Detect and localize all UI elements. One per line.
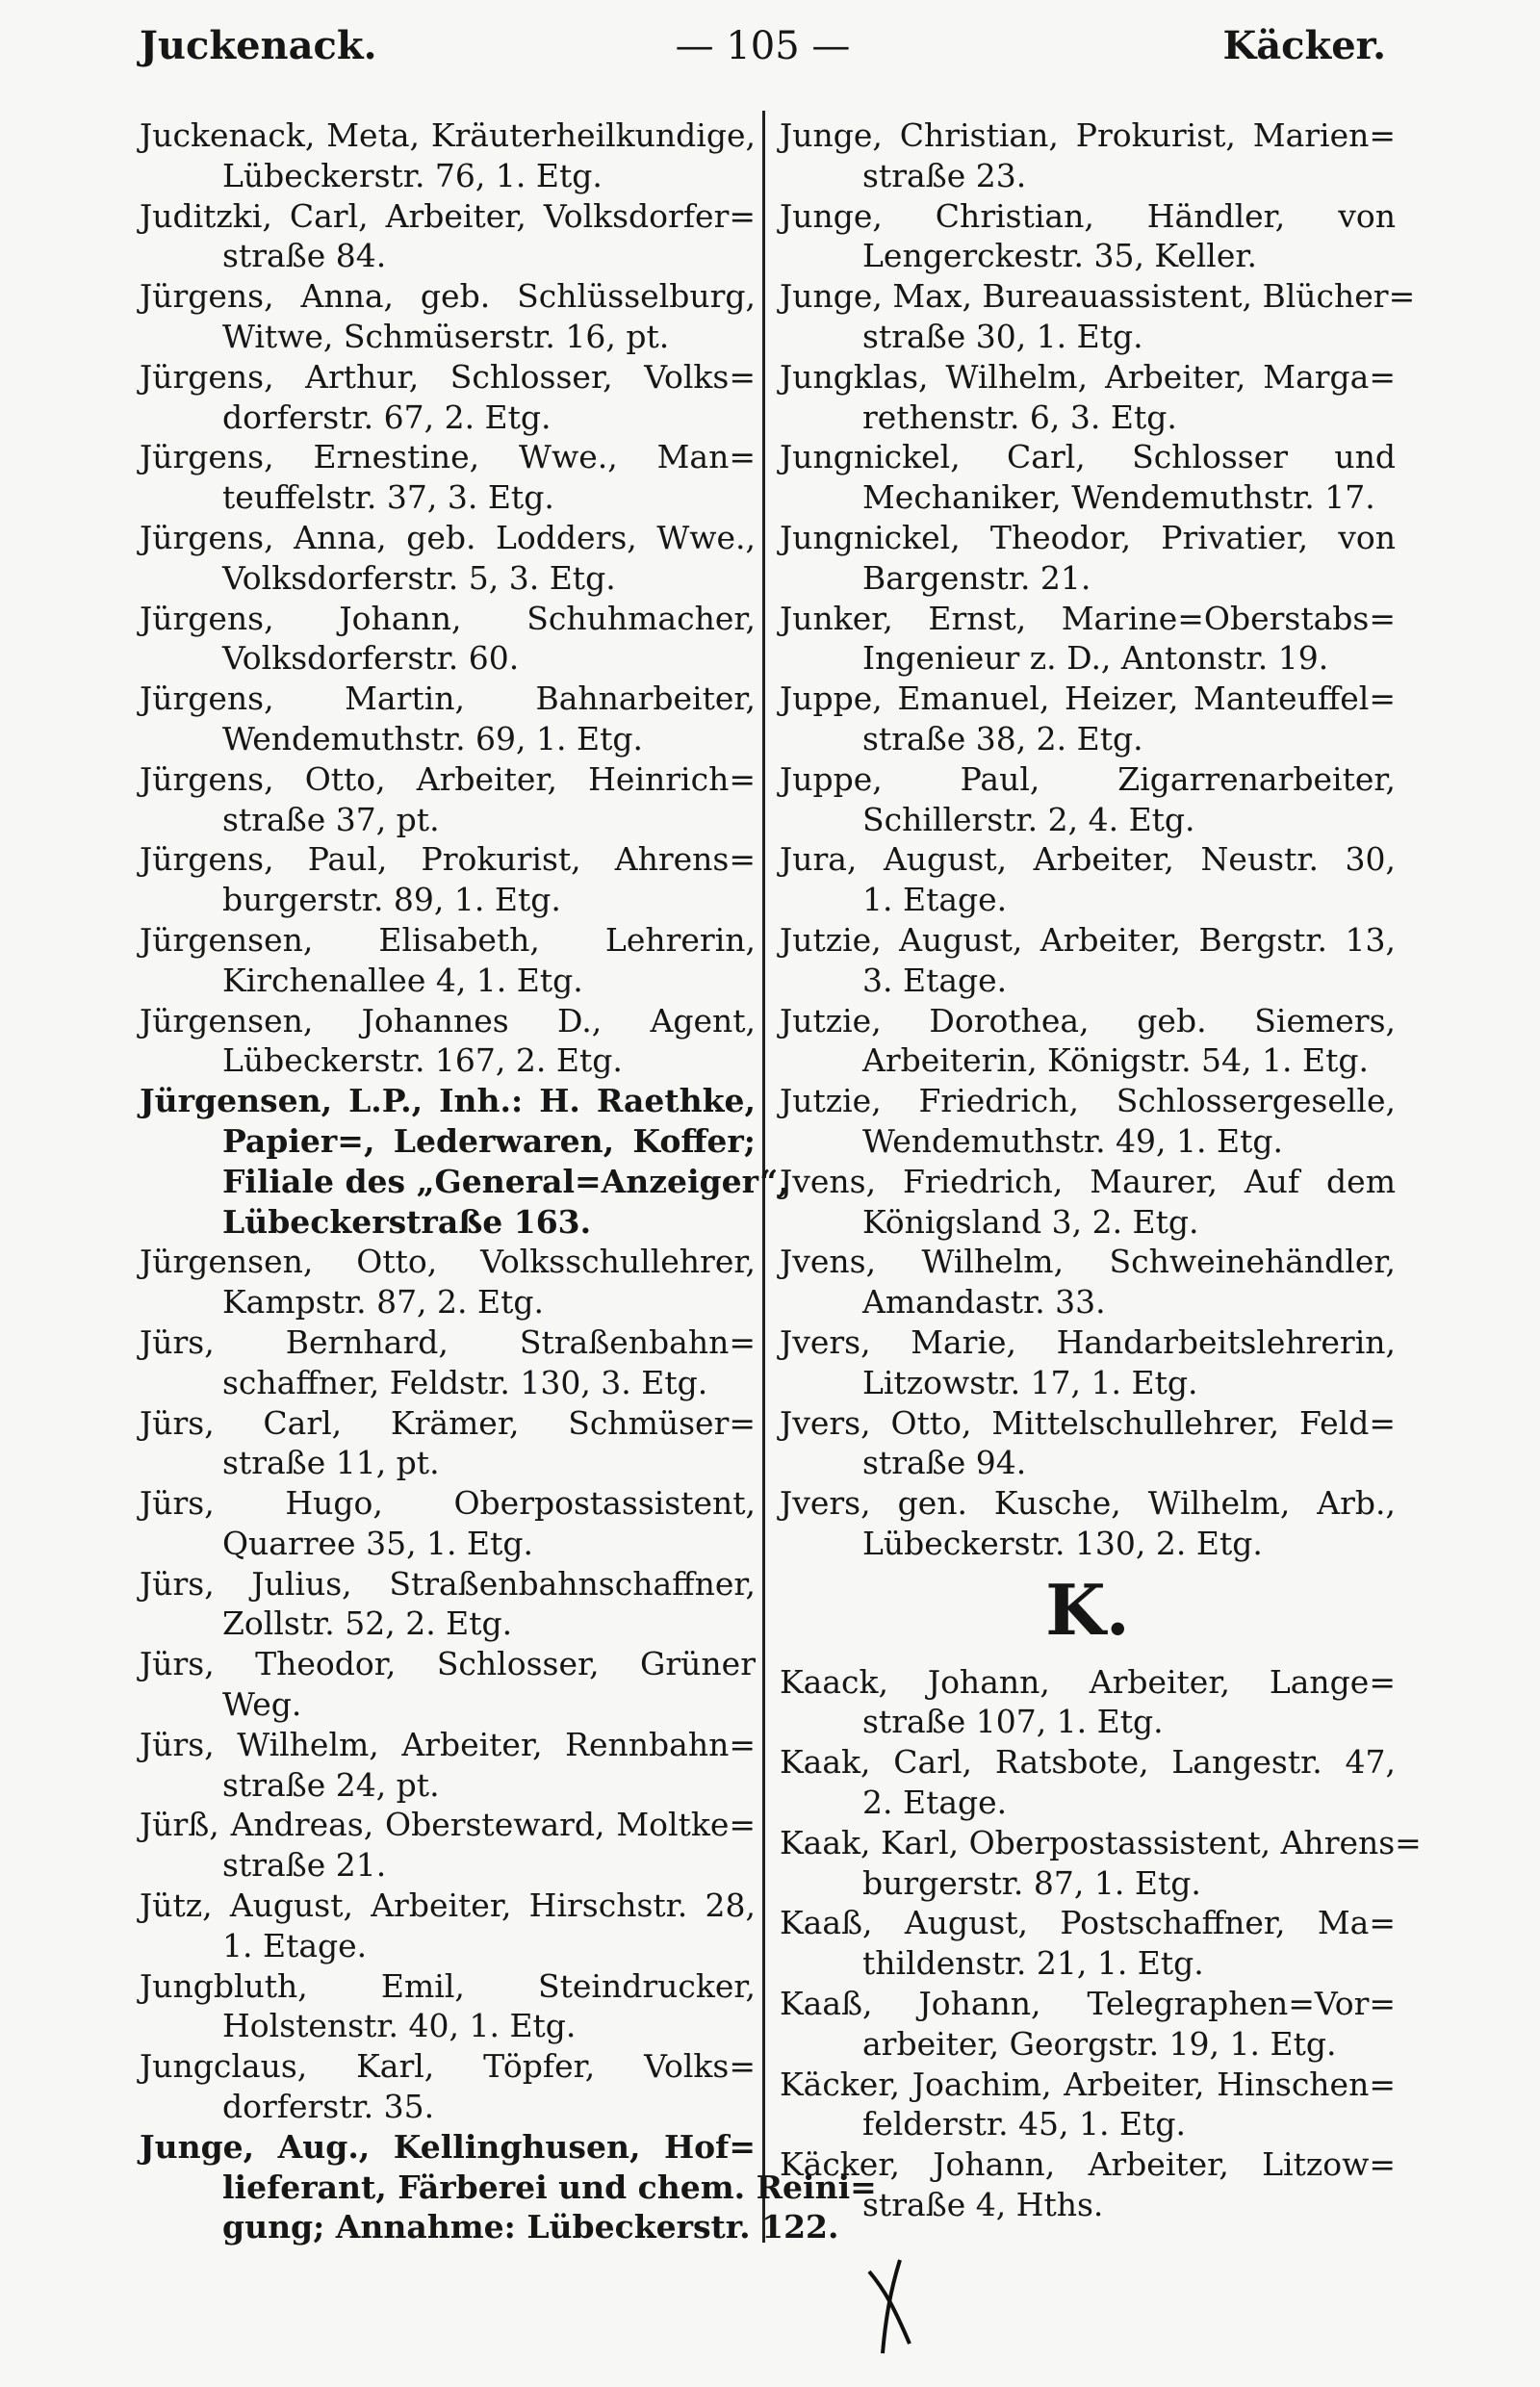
- entry-continuation: Lübeckerstr. 167, 2. Etg.: [222, 1041, 623, 1080]
- entry-continuation: straße 38, 2. Etg.: [862, 719, 1143, 757]
- entry-continuation: burgerstr. 89, 1. Etg.: [222, 881, 561, 919]
- section-letter-heading: K.: [1045, 1568, 1130, 1651]
- entry-line: Kaack, Johann, Arbeiter, Lange=: [780, 1662, 1396, 1701]
- entry-line: Jürs, Carl, Krämer, Schmüser=: [140, 1403, 756, 1442]
- entry-continuation: straße 23.: [862, 156, 1027, 194]
- directory-entry: [140, 437, 756, 518]
- entry-line: Jvers, Marie, Handarbeitslehrerin,: [780, 1322, 1396, 1361]
- entry-continuation: thildenstr. 21, 1. Etg.: [862, 1944, 1204, 1983]
- directory-entry-advertisement: [140, 1081, 789, 1242]
- entry-continuation: burgerstr. 87, 1. Etg.: [862, 1863, 1201, 1902]
- directory-entry: [780, 920, 1396, 1001]
- entry-line: Kaak, Karl, Oberpostassistent, Ahrens=: [780, 1823, 1422, 1861]
- entry-line: Jürs, Julius, Straßenbahnschaffner,: [140, 1564, 756, 1603]
- entry-continuation: Holstenstr. 40, 1. Etg.: [222, 2007, 577, 2045]
- entry-continuation: straße 37, pt.: [222, 800, 440, 838]
- directory-entry: [780, 2144, 1396, 2225]
- entry-line: Jürgens, Anna, geb. Schlüsselburg,: [140, 277, 756, 316]
- directory-entry: [780, 196, 1396, 277]
- header-right-keyword: Käcker.: [1222, 23, 1386, 68]
- entry-continuation: Lengerckestr. 35, Keller.: [862, 237, 1258, 275]
- entry-line: Junge, Christian, Händler, von: [780, 196, 1396, 235]
- page-number: — 105 —: [675, 24, 851, 68]
- entry-continuation: straße 24, pt.: [222, 1765, 440, 1804]
- entry-line: Kaak, Carl, Ratsbote, Langestr. 47,: [780, 1743, 1396, 1782]
- left-column: [140, 116, 877, 2247]
- entry-line: Junge, Aug., Kellinghusen, Hof=: [140, 2127, 756, 2166]
- entry-line: Jutzie, Friedrich, Schlossergeselle,: [780, 1082, 1396, 1120]
- directory-entry: [140, 920, 756, 1001]
- entry-continuation: straße 21.: [222, 1846, 387, 1885]
- directory-entry: [780, 1742, 1396, 1823]
- entry-continuation: Witwe, Schmüserstr. 16, pt.: [222, 317, 670, 355]
- entry-line: Jürgensen, Otto, Volksschullehrer,: [140, 1243, 756, 1281]
- directory-entry: [780, 357, 1396, 438]
- entry-continuation: 3. Etage.: [862, 961, 1008, 999]
- directory-entry: [780, 1322, 1396, 1403]
- directory-entry: [140, 1886, 756, 1966]
- entry-continuation: 1. Etage.: [222, 1926, 368, 1964]
- entry-continuation: Weg.: [222, 1685, 302, 1724]
- entry-continuation: Quarree 35, 1. Etg.: [222, 1524, 533, 1562]
- entry-line: Kaaß, August, Postschaffner, Ma=: [780, 1904, 1396, 1942]
- entry-continuation: Königsland 3, 2. Etg.: [862, 1202, 1199, 1241]
- entry-continuation: straße 4, Hths.: [862, 2186, 1104, 2224]
- entry-continuation: Bargenstr. 21.: [862, 558, 1091, 597]
- entry-line: Jungklas, Wilhelm, Arbeiter, Marga=: [780, 357, 1396, 396]
- directory-entry: [140, 1725, 756, 1806]
- entry-line: Jungclaus, Karl, Töpfer, Volks=: [140, 2047, 756, 2086]
- directory-entry: [140, 1966, 756, 2047]
- directory-entry: [140, 357, 756, 438]
- entry-line: Jürs, Hugo, Oberpostassistent,: [140, 1484, 756, 1523]
- directory-entry: [140, 1001, 756, 1082]
- entry-continuation: dorferstr. 67, 2. Etg.: [222, 398, 552, 436]
- directory-entry: [140, 679, 756, 759]
- directory-entry: [780, 1662, 1396, 1743]
- entry-continuation: straße 84.: [222, 237, 387, 275]
- entry-line: Jura, August, Arbeiter, Neustr. 30,: [780, 840, 1396, 879]
- entry-continuation: schaffner, Feldstr. 130, 3. Etg.: [222, 1363, 708, 1401]
- handwritten-mark-icon: [861, 2252, 919, 2358]
- directory-entry: [780, 1001, 1396, 1082]
- directory-entry: [780, 679, 1396, 759]
- right-column: [780, 116, 1422, 2225]
- directory-entry: [140, 518, 756, 599]
- entry-line: Jvers, gen. Kusche, Wilhelm, Arb.,: [780, 1484, 1396, 1523]
- directory-entry: [780, 437, 1396, 518]
- entry-line: Jvens, Wilhelm, Schweinehändler,: [780, 1243, 1396, 1281]
- directory-entry: [140, 276, 756, 357]
- entry-line: Jutzie, August, Arbeiter, Bergstr. 13,: [780, 920, 1396, 959]
- directory-entry: [140, 116, 756, 196]
- directory-entry: [140, 1483, 756, 1564]
- directory-entry: [780, 839, 1396, 920]
- entry-line: Jürgens, Johann, Schuhmacher,: [140, 599, 756, 637]
- entry-line: Jürgensen, L.P., Inh.: H. Raethke,: [140, 1082, 756, 1120]
- directory-entry: [780, 1403, 1396, 1484]
- entry-continuation: arbeiter, Georgstr. 19, 1. Etg.: [862, 2024, 1337, 2063]
- directory-entry: [780, 1823, 1422, 1904]
- entry-continuation: Papier=, Lederwaren, Koffer;: [222, 1121, 756, 1160]
- directory-entry: [140, 759, 756, 840]
- entry-line: Jvers, Otto, Mittelschullehrer, Feld=: [780, 1403, 1396, 1442]
- entry-line: Jürs, Theodor, Schlosser, Grüner: [140, 1645, 756, 1683]
- entry-continuation: lieferant, Färberei und chem. Reini=: [222, 2168, 877, 2206]
- entry-continuation: Arbeiterin, Königstr. 54, 1. Etg.: [862, 1041, 1369, 1080]
- entry-line: Jutzie, Dorothea, geb. Siemers,: [780, 1001, 1396, 1040]
- entry-continuation: Mechaniker, Wendemuthstr. 17.: [862, 478, 1375, 517]
- directory-entry: [140, 599, 756, 680]
- entry-continuation: Wendemuthstr. 49, 1. Etg.: [862, 1121, 1283, 1160]
- entry-line: Jürs, Wilhelm, Arbeiter, Rennbahn=: [140, 1725, 756, 1763]
- entry-continuation: dorferstr. 35.: [222, 2088, 435, 2126]
- directory-entry: [140, 196, 756, 277]
- entry-line: Juckenack, Meta, Kräuterheilkundige,: [140, 116, 756, 154]
- directory-entry: [140, 1644, 756, 1725]
- entry-line: Jürgens, Paul, Prokurist, Ahrens=: [140, 840, 756, 879]
- entry-continuation: gung; Annahme: Lübeckerstr. 122.: [222, 2208, 839, 2246]
- entry-continuation: Amandastr. 33.: [862, 1283, 1106, 1322]
- entry-continuation: Schillerstr. 2, 4. Etg.: [862, 800, 1195, 838]
- entry-continuation: Lübeckerstr. 76, 1. Etg.: [222, 156, 603, 194]
- entry-line: Jürgens, Anna, geb. Lodders, Wwe.,: [140, 518, 756, 556]
- entry-line: Jvens, Friedrich, Maurer, Auf dem: [780, 1162, 1396, 1200]
- entry-line: Jürgens, Arthur, Schlosser, Volks=: [140, 357, 756, 396]
- entry-line: Jürgensen, Elisabeth, Lehrerin,: [140, 920, 756, 959]
- entry-line: Juppe, Emanuel, Heizer, Manteuffel=: [780, 680, 1396, 718]
- entry-continuation: Lübeckerstr. 130, 2. Etg.: [862, 1524, 1263, 1562]
- entry-continuation: 1. Etage.: [862, 881, 1008, 919]
- entry-line: Jungnickel, Carl, Schlosser und: [780, 438, 1396, 476]
- directory-entry: [140, 1805, 756, 1886]
- entry-continuation: straße 30, 1. Etg.: [862, 317, 1143, 355]
- entry-continuation: Kampstr. 87, 2. Etg.: [222, 1283, 544, 1322]
- entry-continuation: Zollstr. 52, 2. Etg.: [222, 1604, 513, 1643]
- entry-line: Jürgens, Martin, Bahnarbeiter,: [140, 680, 756, 718]
- entry-continuation: straße 11, pt.: [222, 1444, 440, 1482]
- directory-entry: [780, 1903, 1396, 1984]
- entry-continuation: teuffelstr. 37, 3. Etg.: [222, 478, 554, 517]
- entry-line: Käcker, Johann, Arbeiter, Litzow=: [780, 2145, 1396, 2184]
- entry-continuation: Kirchenallee 4, 1. Etg.: [222, 961, 583, 999]
- entry-line: Jürgens, Otto, Arbeiter, Heinrich=: [140, 759, 756, 798]
- entry-line: Jürgens, Ernestine, Wwe., Man=: [140, 438, 756, 476]
- directory-entry: [780, 1162, 1396, 1243]
- entry-line: Käcker, Joachim, Arbeiter, Hinschen=: [780, 2065, 1396, 2103]
- directory-entry: [780, 1984, 1396, 2065]
- directory-entry: [780, 276, 1416, 357]
- directory-entry: [140, 1564, 756, 1645]
- entry-line: Jütz, August, Arbeiter, Hirschstr. 28,: [140, 1886, 756, 1925]
- directory-entry-advertisement: [140, 2127, 877, 2247]
- entry-line: Junker, Ernst, Marine=Oberstabs=: [780, 599, 1396, 637]
- entry-line: Jürgensen, Johannes D., Agent,: [140, 1001, 756, 1040]
- page-header: [140, 17, 1386, 75]
- entry-line: Juditzki, Carl, Arbeiter, Volksdorfer=: [140, 196, 756, 235]
- directory-entry: [140, 839, 756, 920]
- entry-continuation: Filiale des „General=Anzeiger“,: [222, 1162, 789, 1200]
- entry-line: Jungnickel, Theodor, Privatier, von: [780, 518, 1396, 556]
- directory-entry: [780, 2065, 1396, 2145]
- entry-continuation: Ingenieur z. D., Antonstr. 19.: [862, 639, 1329, 678]
- entry-continuation: straße 107, 1. Etg.: [862, 1703, 1164, 1741]
- entry-continuation: felderstr. 45, 1. Etg.: [862, 2105, 1186, 2143]
- directory-entry: [780, 1242, 1396, 1322]
- entry-line: Junge, Christian, Prokurist, Marien=: [780, 116, 1396, 154]
- directory-entry: [780, 1483, 1396, 1564]
- entry-continuation: Litzowstr. 17, 1. Etg.: [862, 1363, 1198, 1401]
- entry-line: Kaaß, Johann, Telegraphen=Vor=: [780, 1985, 1396, 2023]
- header-left-keyword: Juckenack.: [140, 23, 377, 68]
- entry-continuation: 2. Etage.: [862, 1784, 1008, 1822]
- entry-line: Junge, Max, Bureauassistent, Blücher=: [780, 277, 1416, 316]
- entry-continuation: Wendemuthstr. 69, 1. Etg.: [222, 719, 643, 757]
- directory-entry: [140, 1403, 756, 1484]
- entry-continuation: rethenstr. 6, 3. Etg.: [862, 398, 1177, 436]
- entry-continuation: straße 94.: [862, 1444, 1027, 1482]
- entry-line: Jürs, Bernhard, Straßenbahn=: [140, 1322, 756, 1361]
- directory-entry: [140, 2046, 756, 2127]
- directory-entry: [780, 759, 1396, 840]
- directory-entry: [780, 116, 1396, 196]
- directory-entry: [140, 1322, 756, 1403]
- directory-entry: [780, 1081, 1396, 1162]
- directory-entry: [780, 599, 1396, 680]
- entry-line: Juppe, Paul, Zigarrenarbeiter,: [780, 759, 1396, 798]
- entry-continuation: Volksdorferstr. 60.: [222, 639, 520, 678]
- entry-continuation: Volksdorferstr. 5, 3. Etg.: [222, 558, 616, 597]
- entry-line: Jürß, Andreas, Obersteward, Moltke=: [140, 1806, 756, 1844]
- directory-entry: [780, 518, 1396, 599]
- directory-entry: [140, 1242, 756, 1322]
- entry-continuation: Lübeckerstraße 163.: [222, 1202, 592, 1241]
- entry-line: Jungbluth, Emil, Steindrucker,: [140, 1966, 756, 2005]
